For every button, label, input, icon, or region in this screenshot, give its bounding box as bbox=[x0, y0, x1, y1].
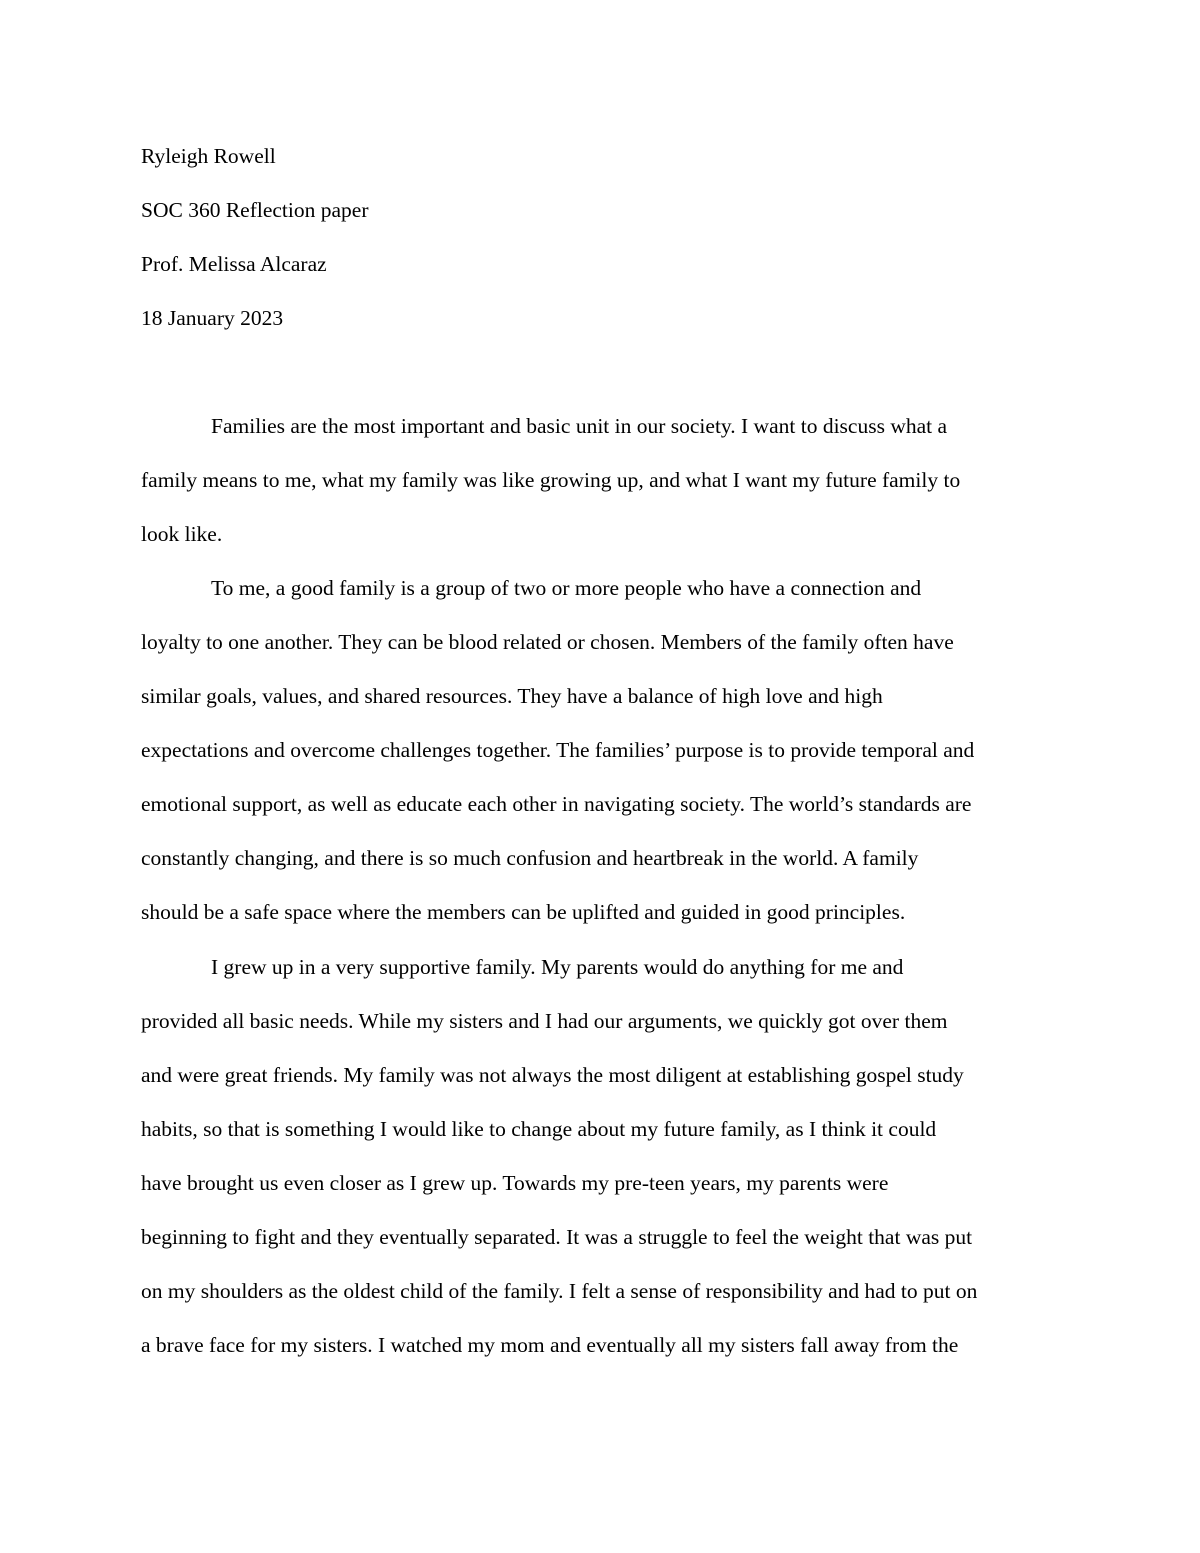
paragraph-2-line: should be a safe space where the members can be uplifted and guided in good principles. bbox=[141, 900, 906, 924]
paper-date: 18 January 2023 bbox=[141, 306, 284, 330]
paragraph-1-line: Families are the most important and basic unit in our society. I want to discuss what a bbox=[211, 414, 948, 438]
paragraph-2-line: expectations and overcome challenges together. The families’ purpose is to provide temporal and bbox=[141, 738, 975, 762]
paragraph-2-line: constantly changing, and there is so much confusion and heartbreak in the world. A family bbox=[141, 846, 919, 870]
paragraph-3-line: a brave face for my sisters. I watched my mom and eventually all my sisters fall away from the bbox=[141, 1333, 959, 1357]
author-name: Ryleigh Rowell bbox=[141, 144, 276, 168]
paragraph-2-line: similar goals, values, and shared resources. They have a balance of high love and high bbox=[141, 684, 883, 708]
paragraph-3-line: provided all basic needs. While my sisters and I had our arguments, we quickly got over them bbox=[141, 1009, 948, 1033]
professor-name: Prof. Melissa Alcaraz bbox=[141, 252, 327, 276]
course-title: SOC 360 Reflection paper bbox=[141, 198, 369, 222]
paragraph-1-line: look like. bbox=[141, 522, 223, 546]
paragraph-2-line: loyalty to one another. They can be blood related or chosen. Members of the family often have bbox=[141, 630, 954, 654]
paragraph-2-line: To me, a good family is a group of two or more people who have a connection and bbox=[211, 576, 922, 600]
paragraph-3-line: I grew up in a very supportive family. My parents would do anything for me and bbox=[211, 955, 904, 979]
paragraph-3-line: beginning to fight and they eventually separated. It was a struggle to feel the weight that was put bbox=[141, 1225, 973, 1249]
paragraph-2-line: emotional support, as well as educate each other in navigating society. The world’s standards are bbox=[141, 792, 972, 816]
paragraph-3-line: habits, so that is something I would like to change about my future family, as I think it could bbox=[141, 1117, 937, 1141]
paragraph-3-line: on my shoulders as the oldest child of the family. I felt a sense of responsibility and had to put on bbox=[141, 1279, 978, 1303]
paragraph-3-line: have brought us even closer as I grew up. Towards my pre-teen years, my parents were bbox=[141, 1171, 889, 1195]
paragraph-1-line: family means to me, what my family was like growing up, and what I want my future family to bbox=[141, 468, 961, 492]
paragraph-3-line: and were great friends. My family was not always the most diligent at establishing gospel study bbox=[141, 1063, 964, 1087]
